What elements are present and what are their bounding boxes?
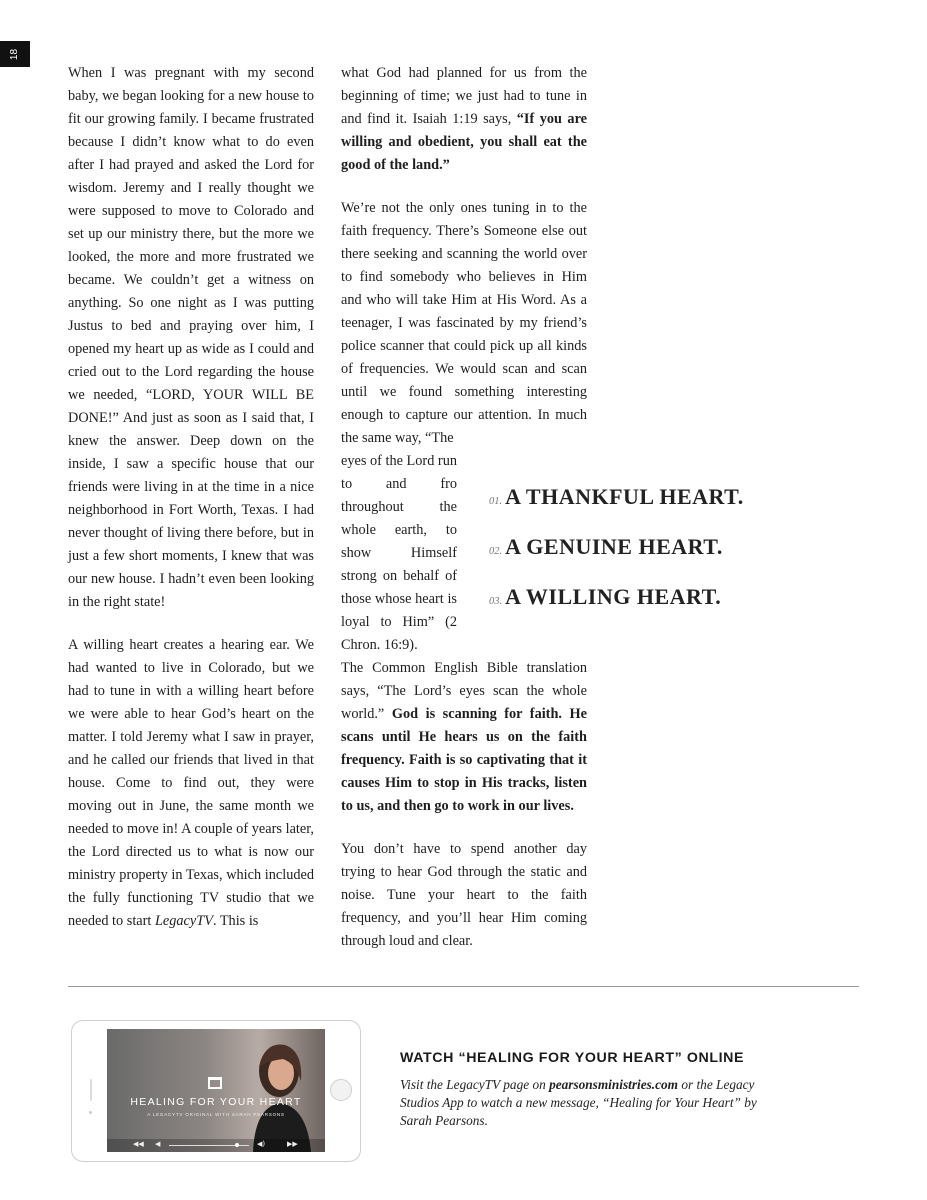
paragraph-text: what God had planned for us from the beginning of time; we just had to tune in and find it. Isaiah 1:19 says, xyxy=(341,65,587,127)
emphasis-text: God is scanning for faith. He scans until He hears us on the faith frequency. Faith is so captivating that it causes Him to stop in His tracks, listen to us, and then go to work in our lives. xyxy=(341,706,587,814)
woman-portrait-icon xyxy=(245,1037,315,1152)
phone-mockup xyxy=(71,1020,361,1162)
paragraph xyxy=(341,657,587,818)
player-controls xyxy=(107,1139,325,1152)
section-divider xyxy=(68,986,859,987)
heart-list xyxy=(489,484,819,634)
legacy-logo-icon xyxy=(208,1077,222,1089)
volume-icon[interactable]: ◀) xyxy=(257,1140,266,1148)
page-number: 18 xyxy=(9,48,21,60)
watch-text: or the Legacy Studios App to watch a new message, “Healing for Your Heart” by Sarah Pearsons. xyxy=(400,1077,757,1128)
list-item xyxy=(489,584,819,634)
list-text: A WILLING HEART. xyxy=(505,584,722,609)
paragraph: We’re not the only ones tuning in to the faith frequency. There’s Someone else out there seeking and scanning the world over to find somebody who believes in Him and who will take Him at His Word. As a teenager, I was fascinated by my friend’s police scanner that could pick up all kinds of frequencies. We would scan and scan until we found something interesting enough to capture our attention. In much the same way, “The xyxy=(341,200,587,446)
play-icon[interactable]: ◀ xyxy=(155,1140,161,1148)
paragraph-text: . This is xyxy=(212,913,259,929)
video-thumbnail[interactable] xyxy=(107,1029,325,1152)
narrow-paragraph: eyes of the Lord run to and fro throughout the whole earth, to show Himself strong on behalf of those whose heart is loyal to Him” (2 Chron. 16:9). xyxy=(341,453,457,653)
forward-icon[interactable]: ▶▶ xyxy=(287,1140,298,1148)
italic-title: LegacyTV xyxy=(154,913,213,929)
list-number: 01. xyxy=(489,496,503,507)
list-number: 02. xyxy=(489,546,503,557)
website-link[interactable]: pearsonsministries.com xyxy=(549,1077,679,1092)
phone-camera xyxy=(89,1111,92,1114)
list-number: 03. xyxy=(489,596,503,607)
list-item xyxy=(489,534,819,584)
paragraph-text: A willing heart creates a hearing ear. We had wanted to live in Colorado, but we had to tune in with a willing heart before we were able to hear God’s heart on the matter. I told Jeremy what I saw in prayer, and he called our friends that lived in that house. Come to find out, they were moving out in June, the same month we needed to move in! A couple of years later, the Lord directed us to what is now our ministry property in Texas, which included the fully functioning TV studio that we needed to start xyxy=(68,637,314,929)
list-text: A GENUINE HEART. xyxy=(505,534,723,559)
progress-knob[interactable] xyxy=(235,1143,239,1147)
paragraph xyxy=(68,634,314,933)
paragraph: You don’t have to spend another day trying to hear God through the static and noise. Tune your heart to the faith frequency, and you’ll hear Him coming through loud and clear. xyxy=(341,841,587,949)
paragraph xyxy=(341,62,587,177)
page-number-tab xyxy=(0,41,30,67)
scripture-quote: “If you are willing and obedient, you shall eat the good of the land.” xyxy=(341,111,588,173)
text-column-left xyxy=(68,62,314,953)
paragraph: When I was pregnant with my second baby, we began looking for a new house to fit our growing family. I became frustrated because I didn’t know what to do even after I had prayed and asked the Lord for wisdom. Jeremy and I really thought we were supposed to move to Colorado and set up our ministry there, but the more we looked, the more and more frustrated we became. We couldn’t get a witness on anything. So one night as I was putting Justus to bed and praying over him, I opened my heart up as wide as I could and cried out to the Lord regarding the house we needed, “LORD, YOUR WILL BE DONE!” And just as soon as I said that, I knew the answer. Deep down on the inside, I saw a specific house that our friends were living in at the time in a nice neighborhood in Fort Worth, Texas. I had never thought of living there before, but in just a few short moments, I knew that was our new house. I hadn’t even been looking in the right state! xyxy=(68,65,314,610)
paragraph-text: The Common English Bible translation says, “The Lord’s eyes scan the whole world.” xyxy=(341,660,587,722)
watch-description xyxy=(400,1076,770,1130)
list-text: A THANKFUL HEART. xyxy=(505,484,744,509)
phone-speaker xyxy=(90,1079,92,1101)
rewind-icon[interactable]: ◀◀ xyxy=(133,1140,144,1148)
list-item xyxy=(489,484,819,534)
video-subtitle: A LEGACYTV ORIGINAL WITH SARAH PEARSONS xyxy=(147,1112,285,1117)
home-button-icon xyxy=(330,1079,352,1101)
watch-heading: WATCH “HEALING FOR YOUR HEART” ONLINE xyxy=(400,1050,745,1066)
video-title: HEALING FOR YOUR HEART xyxy=(130,1096,302,1108)
watch-text: Visit the LegacyTV page on xyxy=(400,1077,550,1092)
